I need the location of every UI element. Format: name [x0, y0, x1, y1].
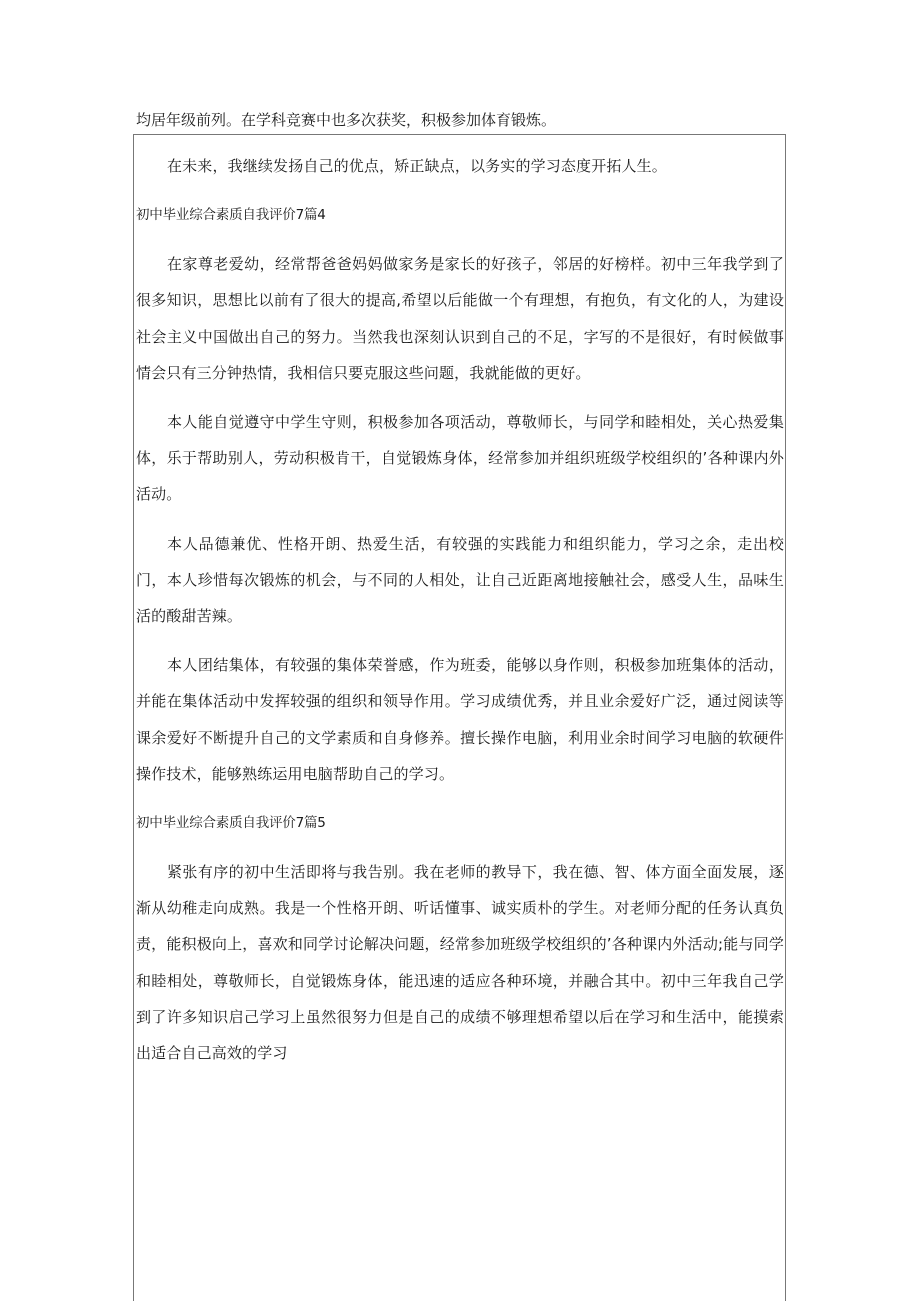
top-text-fragment: 均居年级前列。在学科竞赛中也多次获奖，积极参加体育锻炼。 — [136, 111, 557, 129]
paragraph-graduation: 紧张有序的初中生活即将与我告别。我在老师的教导下，我在德、智、体方面全面发展，逐渐从幼稚走向成熟。我是一个性格开朗、听话懂事、诚实质朴的学生。对老师分配的任务认真负责，能积极向上，喜欢和同学讨论解决问题，经常参加班级学校组织的’各种课内外活动;能与同学和睦相处，尊敬师长，自觉锻炼身体，能迅速的适应各种环境，并融合其中。初中三年我自己学到了许多知识启己学习上虽然很努力但是自己的成绩不够理想希望以后在学习和生活中，能摸索出适合自己高效的学习 — [136, 863, 784, 1063]
paragraph-character: 本人品德兼优、性格开朗、热爱生活，有较强的实践能力和组织能力，学习之余，走出校门，本人珍惜每次锻炼的机会，与不同的人相处，让自己近距离地接触社会，感受人生，品味生活的酸甜苦辣。 — [136, 534, 784, 626]
paragraph-rules: 本人能自觉遵守中学生守则，积极参加各项活动，尊敬师长，与同学和睦相处，关心热爱集体，乐于帮助别人，劳动积极肯干，自觉锻炼身体，经常参加并组织班级学校组织的’各种课内外活动。 — [136, 413, 784, 504]
section-heading-4: 初中毕业综合素质自我评价7篇4 — [136, 207, 326, 224]
paragraph-future: 在未来，我继续发扬自己的优点，矫正缺点，以务实的学习态度开拓人生。 — [167, 157, 667, 175]
document-body — [136, 148, 784, 1071]
paragraph-family: 在家尊老爱幼，经常帮爸爸妈妈做家务是家长的好孩子，邻居的好榜样。初中三年我学到了很多知识，思想比以前有了很大的提高,希望以后能做一个有理想，有抱负，有文化的人，为建设社会主义中国做出自己的努力。当然我也深刻认识到自己的不足，字写的不是很好，有时候做事情会只有三分钟热情，我相信只要克服这些问题，我就能做的更好。 — [136, 255, 784, 382]
paragraph-collective: 本人团结集体，有较强的集体荣誉感，作为班委，能够以身作则，积极参加班集体的活动，并能在集体活动中发挥较强的组织和领导作用。学习成绩优秀，并且业余爱好广泛，通过阅读等课余爱好不断提升自己的文学素质和自身修养。擅长操作电脑，利用业余时间学习电脑的软硬件操作技术，能够熟练运用电脑帮助自己的学习。 — [136, 656, 784, 783]
section-heading-5: 初中毕业综合素质自我评价7篇5 — [136, 815, 326, 832]
